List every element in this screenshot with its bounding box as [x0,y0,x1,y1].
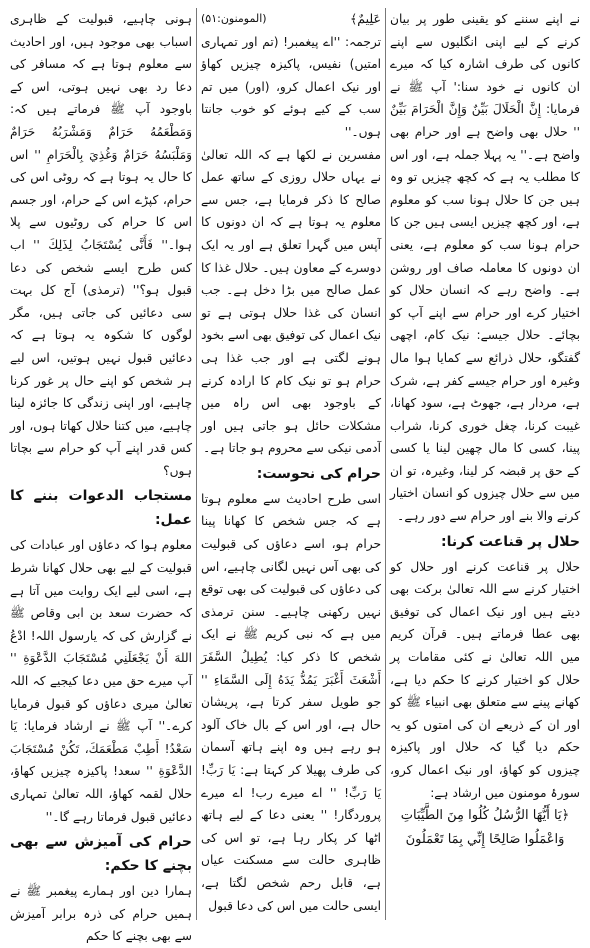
heading-contentment-with-halal: حلال پر قناعت کرنا: [441,533,580,550]
heading-answered-prayers: مستجاب الدعوات بننے کا عمل: [10,488,192,529]
paragraph-acceptance: ہونی چاہیے، قبولیت کے ظاہری اسباب بھی موجود ہیں، اور احادیث سے معلوم ہوتا ہے کہ مسافر کی دعا رد بھی نہیں ہوتی، اس کے باوجود آپ ﷺ فرماتے ہیں کہ: وَمَطْعَمُهُ حَرَامٌ وَمَشْرَبُهُ حَرَامٌ وَمَلْبَسُهُ حَرَامٌ وَغُذِيَ بِالْحَرَامِ '' اس کا حال یہ ہوتا ہے کہ روٹی اس کی حرام، کپڑے اس کے حرام، اور جسم اس کا حرام کی روٹیوں سے پلا ہوا۔'' فَأَنَّى يُسْتَجَابُ لِذَلِكَ '' اب کس طرح ایسے شخص کی دعا قبول ہو؟'' (ترمذی) آج کل بہت سی دعائیں کی جاتی ہیں، مگر لوگوں کا شکوہ یہ ہوتا ہے کہ دعائیں قبول نہیں ہوتیں، اس لیے ہر شخص کو اپنے حال پر غور کرنا چاہیے، اور اپنی زندگی کا جائزہ لینا چاہیے، میں کتنا حلال کھاتا ہوں، اور کس قدر اپنے آپ کو حرام سے بچاتا ہوں؟ [10,12,192,478]
paragraph-contentment: حلال پر قناعت کرنے اور حلال کو اختیار کرنے سے اللہ تعالیٰ برکت بھی دیتے ہیں اور نیک اعمال کی توفیق بھی عطا فرماتے ہیں۔ قرآن کریم میں اللہ تعالیٰ نے کئی مقامات پر حلال کو اختیار کرنے کا حکم دیا ہے، کھانے پینے سے متعلق بھی انبیاء ﷺ کو اور ان کے ذریعے ان کی امتوں کو یہ حکم دیا گیا کہ حلال اور پاکیزہ چیزوں کو کھاؤ، اور نیک اعمال کرو، سورۂ مومنون میں ارشاد ہے: [390,559,580,800]
column-right [386,8,584,920]
column-left [6,8,196,944]
verse-citation: (المومنون:۵۱) [201,12,267,25]
quran-verse-line-2: وَاعْمَلُوا صَالِحًا إِنِّي بِمَا تَعْمَلُونَ [405,832,565,848]
heading-misfortune-of-haram: حرام کی نحوست: [256,465,381,482]
verse-ending: عَلِيمٌ﴾ [349,11,381,26]
paragraph-translation: ترجمہ: ''اے پیغمبر! (تم اور تمہاری امتیں) نفیس، پاکیزہ چیزیں کھاؤ اور نیک اعمال کرو، (اور) میں تم سب کے کیے ہوئے کو خوب جانتا ہوں۔'' [201,34,381,139]
paragraph-avoid-haram: ہمارا دین اور ہمارے پیغمبر ﷺ نے ہمیں حرام کی ذرہ برابر آمیزش سے بھی بچنے کا حکم [10,884,192,944]
heading-avoid-haram-mix: حرام کی آمیزش سے بھی بچنے کا حکم: [10,834,192,875]
column-divider [196,8,197,920]
paragraph-haram-prayers: اسی طرح احادیث سے معلوم ہوتا ہے کہ جس شخص کا کھانا پینا حرام ہو، اسے دعاؤں کی قبولیت کی بھی آس نہیں لگانی چاہیے، اس کی دعاؤں کی قبولیت کی بھی توقع نہیں رکھنی چاہیے۔ سنن ترمذی میں ہے کہ نبی کریم ﷺ نے ایک شخص کا ذکر کیا: يُطِيلُ السَّفَرَ أَشْعَثَ أَغْبَرَ يَمُدُّ يَدَهُ إِلَى السَّمَاءِ '' جو طویل سفر کرتا ہے، پریشان حال ہے، اور اس کے بال خاک آلود ہو رہے ہیں وہ اپنے ہاتھ آسمان کی طرف پھیلا کر کہتا ہے: يَا رَبِّ! يَا رَبِّ! '' اے میرے رب! اے میرے پروردگار! '' یعنی دعا کے لیے ہاتھ اٹھا کر پکار رہا ہے، تو اس کی ظاہری حالت سے مسکنت عیاں ہے، قابل رحم شخص لگتا ہے، ایسی حالت میں اس کی دعا قبول [201,491,381,913]
paragraph-halal-haram-explained: نے اپنے سننے کو یقینی طور پر بیان کرنے کے لیے اپنی انگلیوں سے اپنے کانوں کی طرف اشارہ کیا کہ میرے ان کانوں نے خود سنا:' آپ ﷺ نے فرمایا: إِنَّ الْحَلَالَ بَيِّنٌ وَإِنَّ الْحَرَامَ بَيِّنٌ '' حلال بھی واضح ہے اور حرام بھی واضح ہے۔'' یہ پہلا جملہ ہے، اور اس کا مطلب یہ ہے کہ کچھ چیزیں تو وہ ہیں جن کا حلال ہونا سب کو معلوم ہے، اور کچھ چیزیں ایسی ہیں جن کا حرام ہونا سب کو معلوم ہے، یعنی ان دونوں کا معاملہ صاف اور روشن ہے۔ واضح رہے کہ انسان حلال کو اختیار کرے اور حرام سے اپنے آپ کو بچائے۔ حلال جیسے: نیک کام، اچھی گفتگو، حلال ذرائع سے کمایا ہوا مال وغیرہ اور حرام جیسے کفر ہے، شرک ہے، مردار ہے، جھوٹ ہے، سود کھانا، غیبت کرنا، چغل خوری کرنا، شراب پینا، کسی کا مال چھین لینا یا کسی کے حق پر قبضہ کر لینا، وغیرہ، تو ان میں سے حلال چیزوں کو انسان اختیار کرنے والا بنے اور حرام سے دور رہے۔ [390,12,580,524]
paragraph-saad-hadith: معلوم ہوا کہ دعاؤں اور عبادات کی قبولیت کے لیے بھی حلال کھانا شرط ہے، اسی لیے ایک روایت میں آتا ہے کہ حضرت سعد بن ابی وقاص ﷺ نے گزارش کی کہ یارسول اللہ! ادْعُ اللهَ أَنْ يَجْعَلَنِي مُسْتَجَابَ الدَّعْوَةِ '' آپ میرے حق میں دعا کیجیے کہ اللہ تعالیٰ میری دعاؤں کو قبول فرمایا کرے۔'' آپ ﷺ نے ارشاد فرمایا: يَا سَعْدُ! أَطِبْ مَطْعَمَكَ، تَكُنْ مُسْتَجَابَ الدَّعْوَةِ '' سعد! پاکیزہ چیزیں کھاؤ، حلال لقمہ کھاؤ، اللہ تعالیٰ تمہاری دعائیں قبول فرماتا رہے گا۔'' [10,538,192,824]
three-column-layout [6,8,584,944]
paragraph-commentators: مفسرین نے لکھا ہے کہ اللہ تعالیٰ نے یہاں حلال روزی کے ساتھ عمل صالح کا ذکر فرمایا ہے، جس سے معلوم یہ ہوتا ہے کہ ان دونوں کا آپس میں گہرا تعلق ہے اور یہ ایک دوسرے کے معاون ہیں۔ حلال غذا کا عمل صالح میں بڑا دخل ہے۔ جب انسان کی غذا حلال ہوتی ہے تو نیک اعمال کی توفیق بھی اسے بخود ہونے لگتی ہے اور جب غذا ہی حرام ہو تو نیک کام کا ارادہ کرنے کے باوجود بھی اس راہ میں مشکلات حائل ہو جاتی ہیں اور آدمی نیکی سے محروم ہو جاتا ہے۔ [201,147,381,456]
column-divider [385,8,386,920]
column-middle [197,8,385,920]
quran-verse-line-1: ﴿يَا أَيُّهَا الرُّسُلُ كُلُوا مِنَ الطَّيِّبَاتِ [400,808,570,824]
